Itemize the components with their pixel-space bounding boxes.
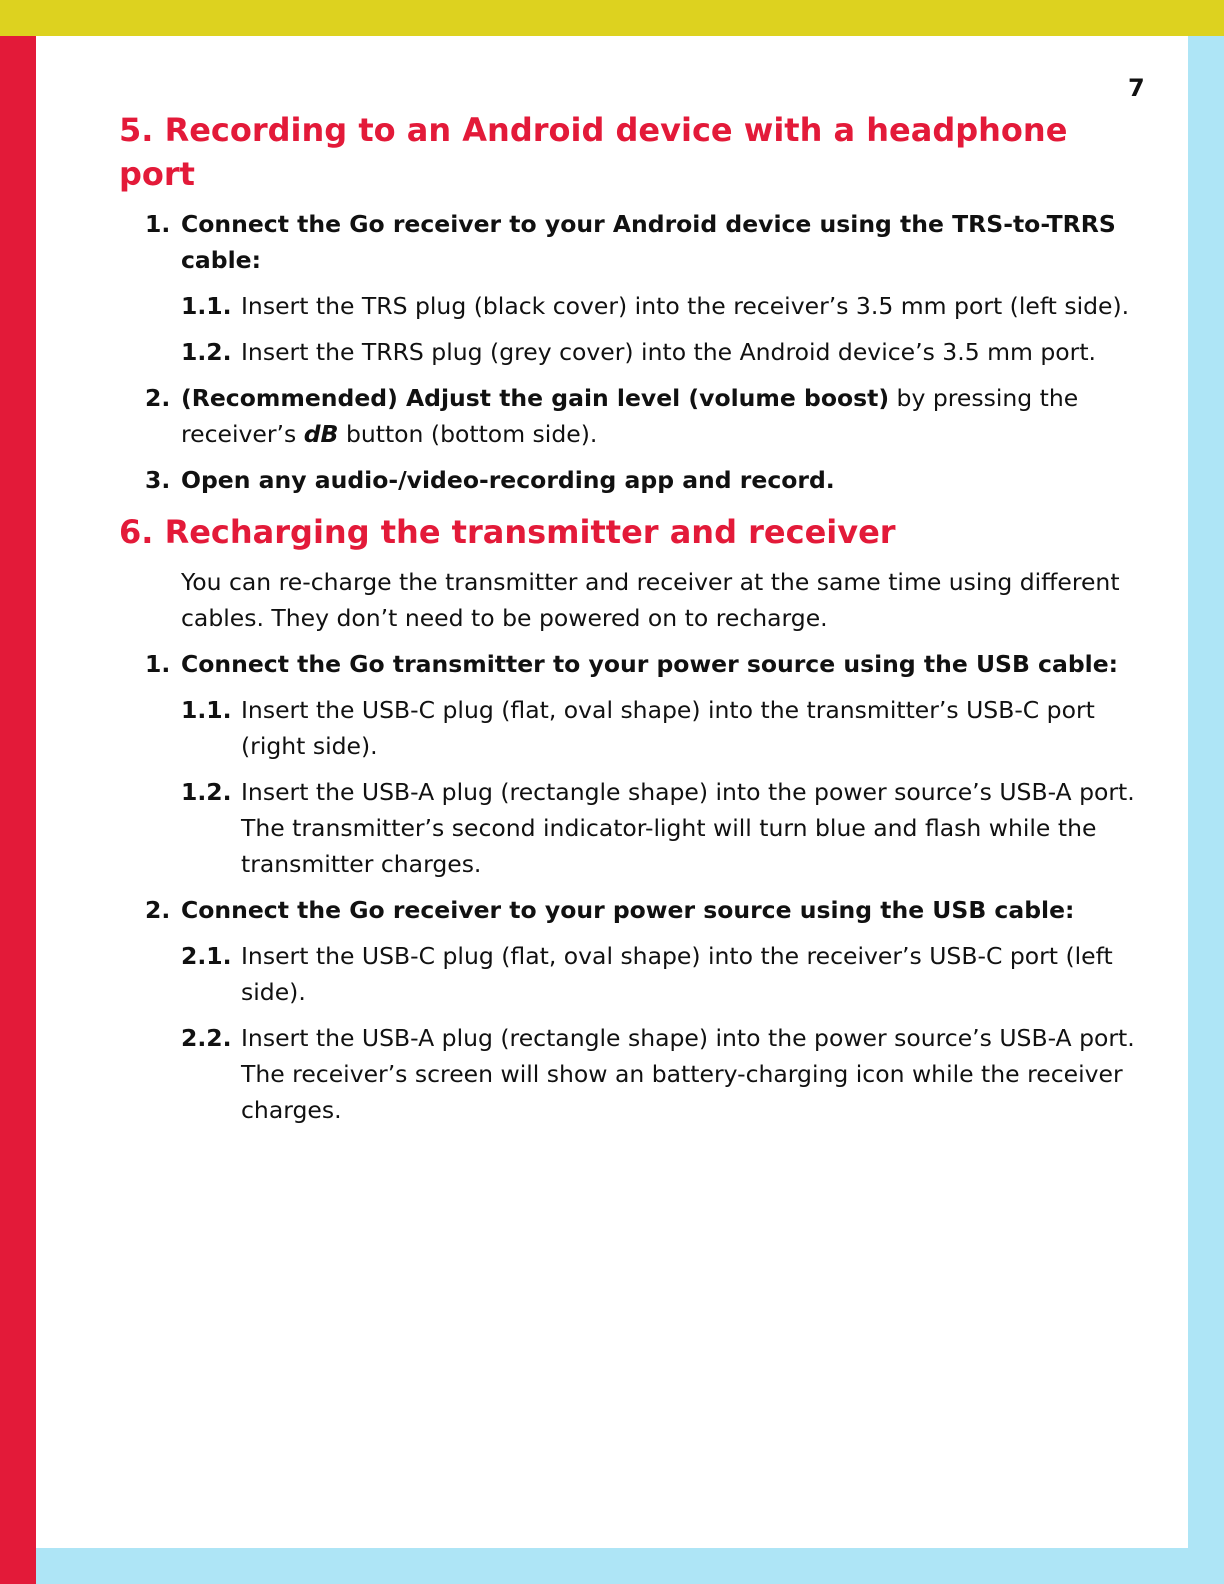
section-5-number: 5. xyxy=(119,111,154,149)
section-6-step-1 xyxy=(119,646,1139,682)
step-text: Open any audio-/video-recording app and record. xyxy=(181,466,835,494)
substep-text: Insert the USB-C plug (flat, oval shape) into the transmitter’s USB-C port (right side). xyxy=(241,696,1095,760)
step-text: Connect the Go receiver to your Android device using the TRS-to-TRRS cable: xyxy=(181,210,1116,274)
step-number: 1. xyxy=(145,650,171,678)
substep-number: 2.1. xyxy=(181,942,232,970)
section-6-number: 6. xyxy=(119,513,154,551)
section-5-step-1 xyxy=(119,206,1139,278)
section-5-step-1-2 xyxy=(119,334,1139,370)
substep-text: Insert the TRS plug (black cover) into the receiver’s 3.5 mm port (left side). xyxy=(241,292,1130,320)
section-6-title: Recharging the transmitter and receiver xyxy=(164,513,896,551)
page-content xyxy=(119,108,1139,1128)
step-number: 2. xyxy=(145,384,171,412)
step-text: Connect the Go receiver to your power source using the USB cable: xyxy=(181,896,1075,924)
substep-number: 1.1. xyxy=(181,292,232,320)
page-number: 7 xyxy=(1128,74,1145,102)
substep-text: Insert the USB-C plug (flat, oval shape) into the receiver’s USB-C port (left side). xyxy=(241,942,1113,1006)
section-5-step-2 xyxy=(119,380,1139,452)
section-5-title: Recording to an Android device with a headphone port xyxy=(119,111,1068,193)
section-6-step-2-1 xyxy=(119,938,1139,1010)
substep-number: 1.2. xyxy=(181,338,232,366)
substep-text: Insert the USB-A plug (rectangle shape) into the power source’s USB-A port. The receiver’s screen will show an battery-charging icon while the receiver charges. xyxy=(241,1024,1135,1124)
section-6-step-2 xyxy=(119,892,1139,928)
right-border-bar xyxy=(1188,36,1224,1584)
step-text: Connect the Go transmitter to your power source using the USB cable: xyxy=(181,650,1119,678)
section-6-heading xyxy=(119,510,1139,554)
step-number: 2. xyxy=(145,896,171,924)
step-text-end: button (bottom side). xyxy=(338,420,598,448)
substep-number: 1.2. xyxy=(181,778,232,806)
step-number: 3. xyxy=(145,466,171,494)
step-number: 1. xyxy=(145,210,171,238)
substep-number: 2.2. xyxy=(181,1024,232,1052)
section-6-intro: You can re-charge the transmitter and receiver at the same time using different cables. They don’t need to be powered on to recharge. xyxy=(181,568,1120,632)
section-5-step-3 xyxy=(119,462,1139,498)
step-bold-text: (Recommended) Adjust the gain level (volume boost) xyxy=(181,384,890,412)
section-6-step-1-2 xyxy=(119,774,1139,882)
section-5-step-1-1 xyxy=(119,288,1139,324)
top-border-bar xyxy=(0,0,1224,36)
bottom-border-bar xyxy=(36,1548,1188,1584)
section-6-step-1-1 xyxy=(119,692,1139,764)
substep-text: Insert the TRRS plug (grey cover) into the Android device’s 3.5 mm port. xyxy=(241,338,1097,366)
substep-number: 1.1. xyxy=(181,696,232,724)
left-border-bar xyxy=(0,36,36,1584)
section-6-step-2-2 xyxy=(119,1020,1139,1128)
db-button-label: dB xyxy=(303,420,339,448)
substep-text: Insert the USB-A plug (rectangle shape) into the power source’s USB-A port. The transmitter’s second indicator-light will turn blue and flash while the transmitter charges. xyxy=(241,778,1135,878)
section-5-heading xyxy=(119,108,1139,196)
step-text: by pressing the receiver’s xyxy=(181,384,1079,448)
